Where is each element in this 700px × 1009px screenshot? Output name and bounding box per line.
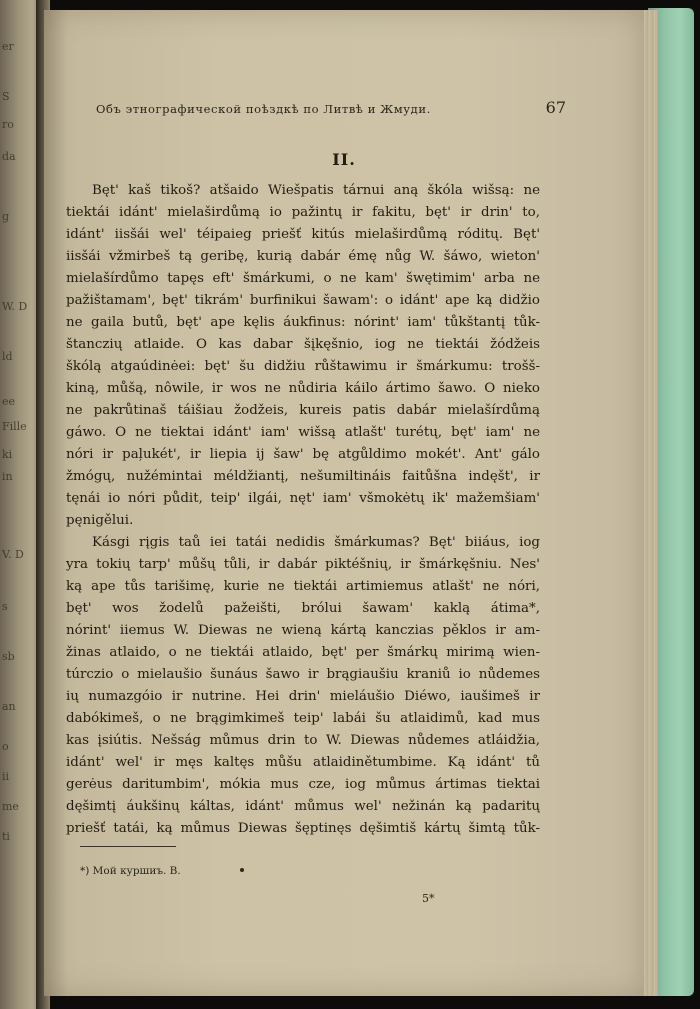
facing-page-fragment: sb [2,650,15,663]
text-line: pažištamam', bęt' tikrám' burfinikui šawam': o idánt' ape ką didžio [66,293,540,308]
facing-page-fragment: W. D [2,300,28,313]
facing-page-fragment: ee [2,395,16,408]
text-line: dabókimeš, o ne brągimkimeš teip' labái šu atlaidimů, kad mus [66,711,540,726]
facing-page-fragment: in [2,470,13,483]
text-line: bęt' wos žodelů pažeišti, brólui šawam' kaklą átima*, [66,601,540,616]
facing-page-fragment: me [2,800,19,813]
text-line: idánt' wel' ir męs kaltęs můšu atlaidinětumbime. Ką idánt' tů [66,755,540,770]
print-speck [240,868,244,872]
facing-page-fragment: g [2,210,10,223]
book-page [44,10,644,996]
text-line: idánt' iisšái wel' téipaieg priešť kitús mielaširdůmą róditų. Bęt' [66,227,540,242]
body-text [44,10,644,996]
page-number: 67 [545,98,566,117]
text-line: žinas atlaido, o ne tiektái atlaido, bęt' per šmárkų mirimą wien- [66,645,540,660]
signature-mark: 5* [422,892,435,905]
text-line: tęnái io nóri půdit, teip' ilgái, nęt' iam' všmokėtų ik' mažemšiam' [66,491,540,506]
text-line: žmógų, nužémintai méldžiantį, nešumiltináis faitůšna indęšt', ir [66,469,540,484]
text-line: ne pakrůtinaš táišiau žodžeis, kureis patis dabár mielašírdůmą [66,403,540,418]
text-line: yra tokių tarp' můšų tůli, ir dabár piktéšnių, ir šmárkęšniu. Nes' [66,557,540,572]
facing-page-fragment: V. D [2,548,24,561]
facing-page-fragment: ro [2,118,14,131]
text-line: kas įsiútis. Nešság můmus drin to W. Diewas nůdemes atláidžia, [66,733,540,748]
text-line: iisšái vžmirbeš tą geribę, kurią dabár émę nůg W. šáwo, wieton' [66,249,540,264]
facing-page-fragment: S [2,90,10,103]
text-line: Kásgi rįgis taů iei tatái nedidis šmárkumas? Bęt' biiáus, iog [92,535,540,550]
facing-page-fragment: er [2,40,14,53]
text-line: škólą atgaúdinėei: bęt' šu didžiu růštawimu ir šmárkumu: trošš- [66,359,540,374]
footnote: *) Мой куршиъ. В. [80,865,181,877]
running-title: Объ этнографической поѣздкѣ по Литвѣ и Жмуди. [96,102,431,116]
facing-page-fragment: ti [2,830,10,843]
text-line: kiną, můšą, nôwile, ir wos ne nůdiria káilo ártimo šawo. O nieko [66,381,540,396]
text-line: gerėus daritumbim', mókia mus cze, iog můmus ártimas tiektai [66,777,540,792]
facing-page-fragment: o [2,740,9,753]
facing-page-fragment: ki [2,448,13,461]
facing-page-fragment: Fille [2,420,27,433]
text-line: túrczio o mielaušio šunáus šawo ir brągiaušiu kraniů io nůdemes [66,667,540,682]
text-line: priešť tatái, ką můmus Diewas šęptinęs dęšimtiš kártų šimtą tůk- [66,821,540,836]
text-line: ką ape tůs tarišimę, kurie ne tiektái artimiemus atlašt' ne nóri, [66,579,540,594]
text-line: pęnigělui. [66,513,134,528]
facing-page-fragment: an [2,700,16,713]
text-line: ne gaila butů, bęt' ape kęlis áukfinus: nórint' iam' tůkštantį tůk- [66,315,540,330]
section-heading: II. [332,150,356,169]
facing-page-fragment: s [2,600,8,613]
text-line: mielašírdůmo tapęs eft' šmárkumi, o ne kam' šwętimim' arba ne [66,271,540,286]
text-line: tiektái idánt' mielaširdůmą io pažintų ir fakitu, bęt' ir drin' to, [66,205,540,220]
facing-page-fragment: ii [2,770,10,783]
facing-page-fragment: ld [2,350,13,363]
footnote-rule [80,846,176,847]
facing-page-fragment: da [2,150,16,163]
text-line: Bęt' kaš tikoš? atšaido Wiešpatis tárnui aną škóla wišsą: ne [92,183,540,198]
text-line: gáwo. O ne tiektai idánt' iam' wišsą atlašt' turétų, bęt' iam' ne [66,425,540,440]
text-line: štanczių atlaide. O kas dabar šįkęšnio, iog ne tiektái žódžeis [66,337,540,352]
facing-page [0,0,40,1009]
text-line: nórint' iiemus W. Diewas ne wieną kártą kanczias pěklos ir am- [66,623,540,638]
text-line: dęšimtį áukšinų káltas, idánt' můmus wel' nežinán ką padaritų [66,799,540,814]
text-line: ių numazgóio ir nutrine. Hei drin' mieláušio Diéwo, iaušimeš ir [66,689,540,704]
text-line: nóri ir paļukét', ir liepia ij šaw' bę atgůldimo mokét'. Ant' gálo [66,447,540,462]
